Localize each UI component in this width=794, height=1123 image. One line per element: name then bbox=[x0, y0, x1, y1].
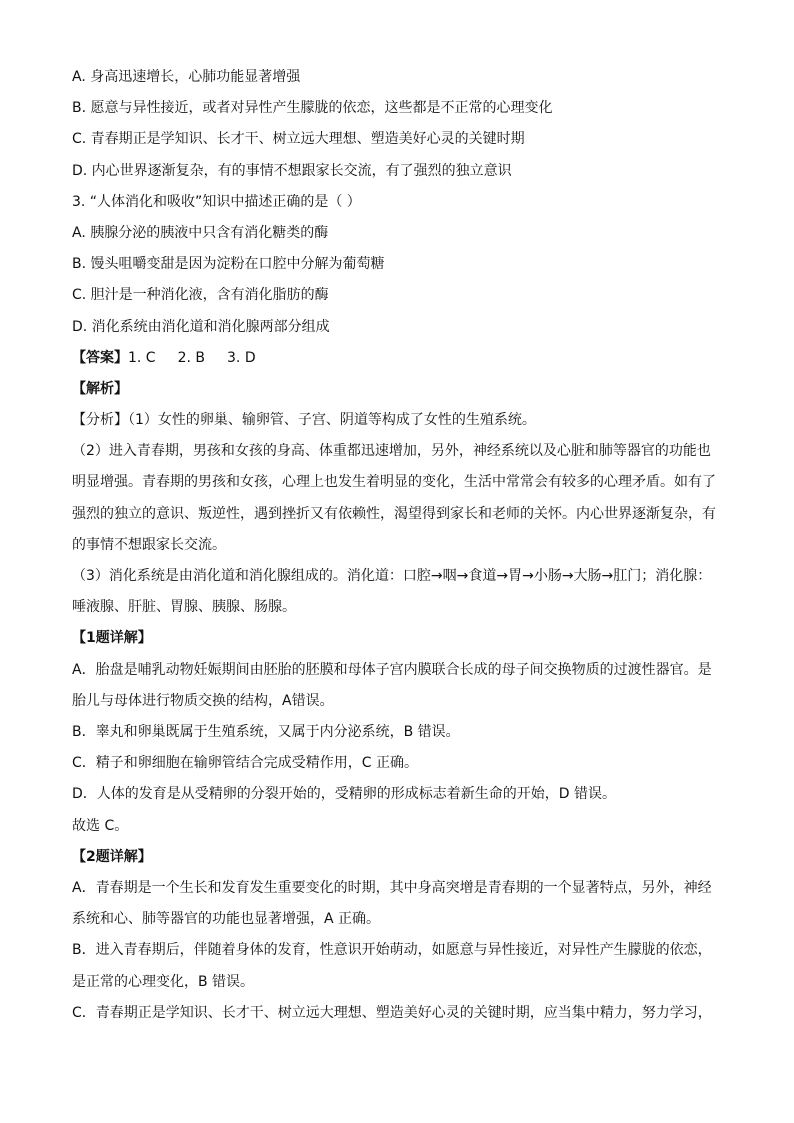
q3-option-b: B. 馒头咀嚼变甜是因为淀粉在口腔中分解为葡萄糖 bbox=[72, 256, 385, 273]
answer-label: 【答案】 bbox=[72, 349, 128, 366]
analysis-paragraph-3: （3）消化系统是由消化道和消化腺组成的。消化道：口腔→咽→食道→胃→小肠→大肠→肛门；消化腺：唾液腺、肝脏、胃腺、胰腺、肠腺。 bbox=[72, 568, 712, 616]
detail-1-conclusion: 故选 C。 bbox=[72, 817, 129, 834]
detail-2-a: A．青春期是一个生长和发育发生重要变化的时期，其中身高突增是青春期的一个显著特点，另外，神经系统和心、肺等器官的功能也显著增强，A 正确。 bbox=[72, 880, 712, 928]
q2-option-c: C. 青春期正是学知识、长才干、树立远大理想、塑造美好心灵的关键时期 bbox=[72, 131, 525, 148]
q2-option-b: B. 愿意与异性接近，或者对异性产生朦胧的依恋，这些都是不正常的心理变化 bbox=[72, 100, 553, 117]
detail-1-d: D．人体的发育是从受精卵的分裂开始的，受精卵的形成标志着新生命的开始，D 错误。 bbox=[72, 786, 617, 803]
answer-2: 2. B bbox=[177, 349, 206, 366]
detail-2-label: 【2题详解】 bbox=[72, 848, 152, 865]
detail-2-b: B．进入青春期后，伴随着身体的发育，性意识开始萌动，如愿意与异性接近，对异性产生朦胧的依恋，是正常的心理变化，B 错误。 bbox=[72, 942, 712, 990]
detail-1-a: A．胎盘是哺乳动物妊娠期间由胚胎的胚膜和母体子宫内膜联合长成的母子间交换物质的过渡性器官。是胎儿与母体进行物质交换的结构，A错误。 bbox=[72, 661, 712, 709]
answer-line bbox=[72, 343, 722, 374]
q3-option-c: C. 胆汁是一种消化液，含有消化脂肪的酶 bbox=[72, 287, 329, 304]
answer-3: 3. D bbox=[227, 349, 256, 366]
q3-stem: 3. “人体消化和吸收”知识中描述正确的是（ ） bbox=[72, 193, 361, 210]
analysis-label: 【解析】 bbox=[72, 380, 128, 397]
q2-option-d: D. 内心世界逐渐复杂，有的事情不想跟家长交流，有了强烈的独立意识 bbox=[72, 162, 512, 179]
analysis-paragraph-2: （2）进入青春期，男孩和女孩的身高、体重都迅速增加，另外，神经系统以及心脏和肺等器官的功能也明显增强。青春期的男孩和女孩，心理上也发生着明显的变化，生活中常常会有较多的心理矛盾。如有了强烈的独立的意识、叛逆性，遇到挫折又有依赖性，渴望得到家长和老师的关怀。内心世界逐渐复杂，有的事情不想跟家长交流。 bbox=[72, 443, 716, 553]
detail-1-c: C．精子和卵细胞在输卵管结合完成受精作用，C 正确。 bbox=[72, 755, 418, 772]
detail-1-label: 【1题详解】 bbox=[72, 630, 152, 647]
q2-option-a: A. 身高迅速增长，心肺功能显著增强 bbox=[72, 69, 301, 85]
q3-option-a: A. 胰腺分泌的胰液中只含有消化糖类的酶 bbox=[72, 224, 329, 241]
document-page bbox=[72, 62, 722, 1029]
q3-option-d: D. 消化系统由消化道和消化腺两部分组成 bbox=[72, 318, 330, 335]
detail-2-c: C．青春期正是学知识、长才干、树立远大理想、塑造美好心灵的关键时期，应当集中精力，努力学习， bbox=[72, 1004, 712, 1021]
answer-1: 1. C bbox=[128, 349, 156, 366]
detail-1-b: B．睾丸和卵巢既属于生殖系统，又属于内分泌系统，B 错误。 bbox=[72, 724, 460, 741]
analysis-paragraph-1: 【分析】（1）女性的卵巢、输卵管、子宫、阴道等构成了女性的生殖系统。 bbox=[72, 412, 536, 429]
